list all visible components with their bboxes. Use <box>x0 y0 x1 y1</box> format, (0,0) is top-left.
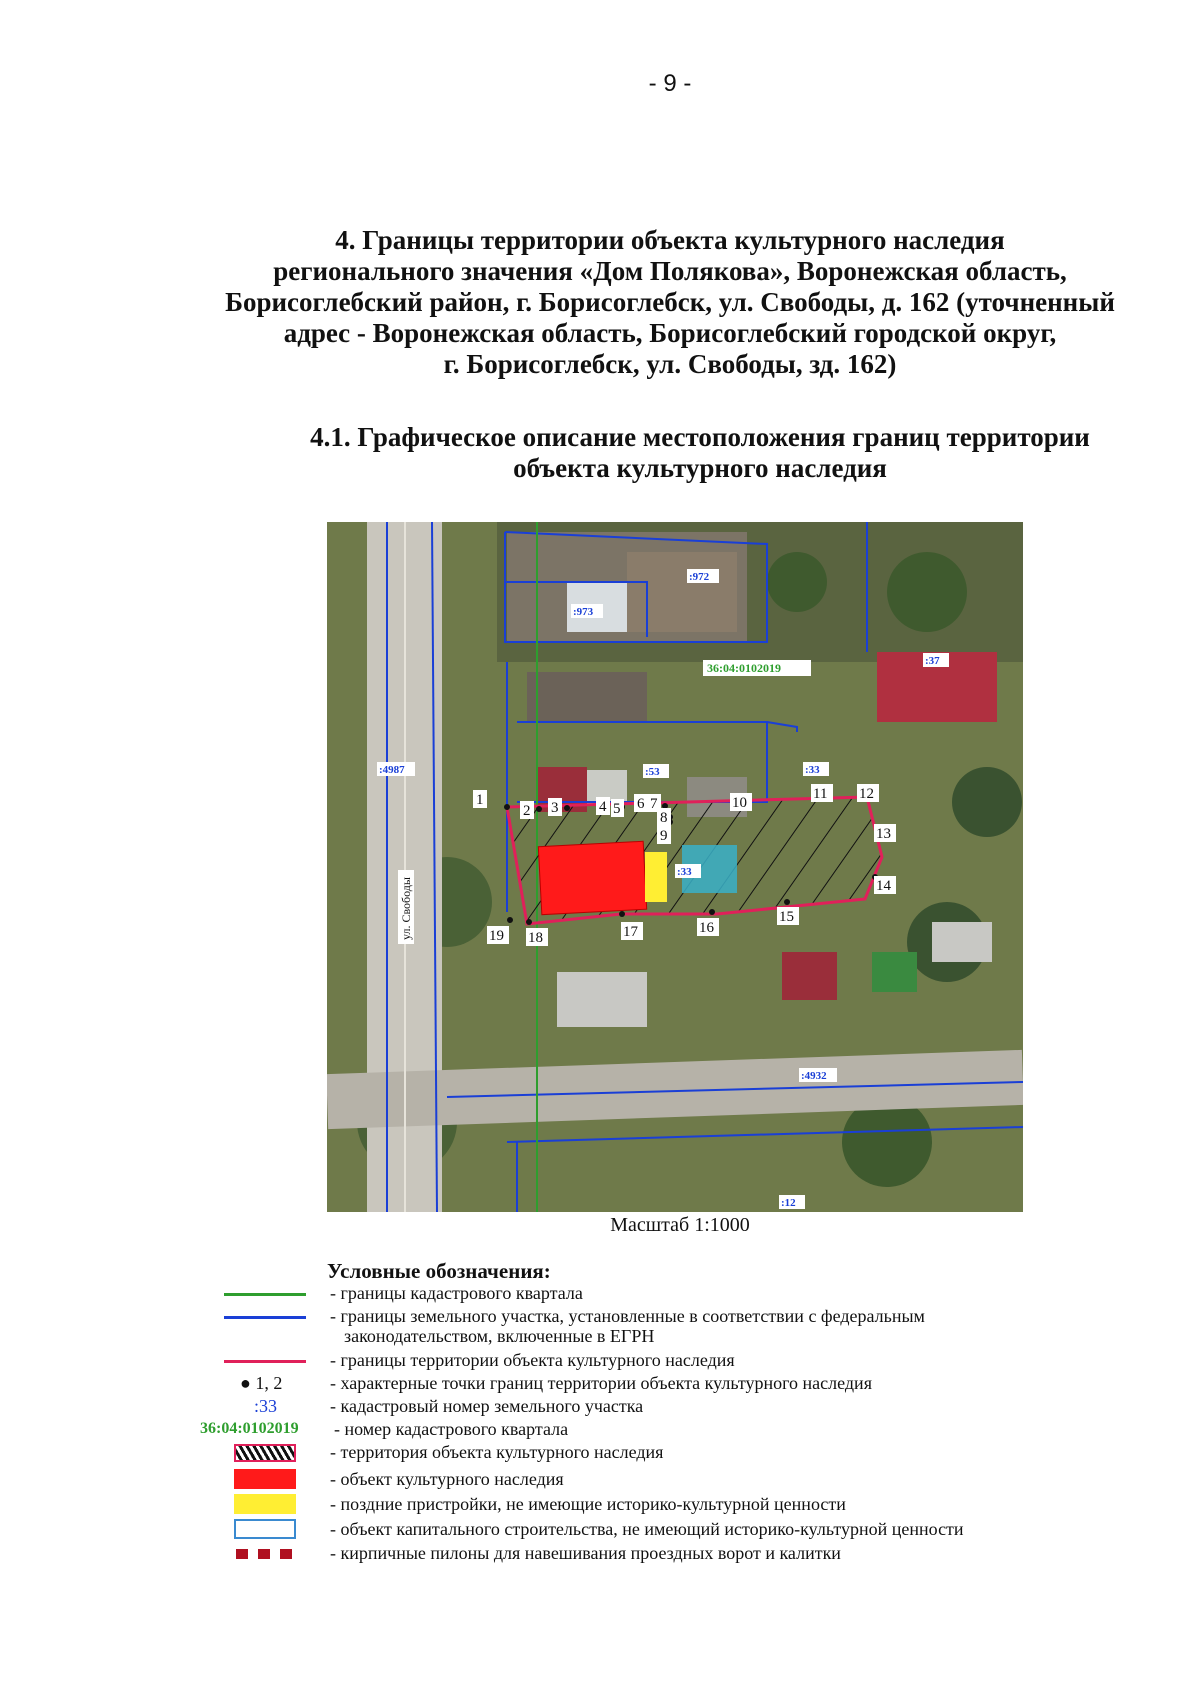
title-line: Борисоглебский район, г. Борисоглебск, ул. Свободы, д. 162 (уточненный <box>225 287 1115 317</box>
svg-text:8: 8 <box>660 810 668 826</box>
roof <box>782 952 837 1000</box>
svg-text:2: 2 <box>523 803 531 819</box>
svg-text:18: 18 <box>528 930 543 946</box>
roof <box>527 672 647 722</box>
aerial-map <box>327 522 1023 1212</box>
svg-text:17: 17 <box>623 924 638 940</box>
roof <box>557 972 647 1027</box>
svg-text::972: :972 <box>689 571 710 583</box>
title-line: адрес - Воронежская область, Борисоглебский городской округ, <box>283 318 1057 348</box>
quarter-number-icon: 36:04:0102019 <box>200 1420 299 1437</box>
svg-text::4987: :4987 <box>379 764 405 776</box>
svg-text:14: 14 <box>876 878 891 894</box>
svg-text:13: 13 <box>876 826 891 842</box>
legend-item: - кирпичные пилоны для навешивания проездных ворот и калитки <box>200 1543 1160 1565</box>
title-line: регионального значения «Дом Полякова», Воронежская область, <box>273 256 1067 286</box>
svg-text::53: :53 <box>645 766 660 778</box>
scale-label: Масштаб 1:1000 <box>610 1214 750 1236</box>
okn-object <box>538 841 646 914</box>
legend-item: - границы территории объекта культурного наследия <box>200 1350 1160 1372</box>
svg-text::37: :37 <box>925 655 940 667</box>
street-label <box>398 870 414 944</box>
svg-text:11: 11 <box>813 786 828 802</box>
pylon-icon <box>200 1543 330 1565</box>
tree <box>952 767 1022 837</box>
pink-line-icon <box>200 1350 330 1372</box>
legend-item: - территория объекта культурного наследия <box>200 1442 1160 1464</box>
legend-item: - объект культурного наследия <box>200 1469 1160 1491</box>
svg-text:4: 4 <box>599 799 607 815</box>
title-line: г. Борисоглебск, ул. Свободы, зд. 162) <box>443 349 897 379</box>
svg-text::4932: :4932 <box>801 1070 827 1082</box>
svg-text:9: 9 <box>660 828 668 844</box>
point-icon: ● 1, 2 <box>240 1373 283 1393</box>
late-annex <box>645 852 667 902</box>
subsection-title <box>270 422 1130 484</box>
yellow-fill-icon <box>200 1494 330 1516</box>
svg-text::33: :33 <box>805 764 820 776</box>
hatch-icon <box>200 1442 330 1464</box>
page-number: - 9 - <box>648 70 692 97</box>
legend-item: - границы кадастрового квартала <box>200 1283 1160 1305</box>
svg-text:12: 12 <box>859 786 874 802</box>
svg-text:15: 15 <box>779 909 794 925</box>
legend-item: ● 1, 2 - характерные точки границ территории объекта культурного наследия <box>200 1373 1160 1395</box>
svg-text:10: 10 <box>732 795 747 811</box>
roof <box>932 922 992 962</box>
svg-text:6: 6 <box>637 796 645 812</box>
red-fill-icon <box>200 1469 330 1491</box>
legend-item: :33 - кадастровый номер земельного участка <box>200 1396 1160 1418</box>
legend-item: - границы земельного участка, установленные в соответствии с федеральным законодательством, включенные в ЕГРН <box>200 1306 1160 1350</box>
blue-line-icon <box>200 1306 330 1328</box>
legend-item: - объект капитального строительства, не имеющий историко-культурной ценности <box>200 1519 1160 1541</box>
roof <box>627 552 737 632</box>
legend-item: 36:04:0102019 - номер кадастрового квартала <box>200 1419 569 1439</box>
section-title <box>180 225 1160 380</box>
svg-text:5: 5 <box>613 801 621 817</box>
legend-item: - поздние пристройки, не имеющие историко-культурной ценности <box>200 1494 1160 1516</box>
legend-title: Условные обозначения: <box>327 1259 551 1283</box>
svg-text::973: :973 <box>573 606 594 618</box>
quarter-number-label <box>703 660 811 676</box>
parcel-number-icon: :33 <box>254 1396 278 1416</box>
tree <box>767 552 827 612</box>
tree <box>887 552 967 632</box>
svg-text:7: 7 <box>650 796 658 812</box>
subtitle-line: объекта культурного наследия <box>513 453 887 483</box>
svg-text::12: :12 <box>781 1197 796 1209</box>
roof <box>872 952 917 992</box>
map-image <box>327 522 1023 1212</box>
svg-text:36:04:0102019: 36:04:0102019 <box>707 661 781 675</box>
svg-text:19: 19 <box>489 928 504 944</box>
svg-text:16: 16 <box>699 920 714 936</box>
svg-text::33: :33 <box>677 866 692 878</box>
svg-text:3: 3 <box>551 800 559 816</box>
svg-text:1: 1 <box>476 792 484 808</box>
subtitle-line: 4.1. Графическое описание местоположения границ территории <box>310 422 1090 452</box>
green-line-icon <box>200 1283 330 1305</box>
blue-outline-icon <box>200 1519 330 1541</box>
svg-text:ул. Свободы: ул. Свободы <box>399 877 413 940</box>
title-line: 4. Границы территории объекта культурного наследия <box>335 225 1005 255</box>
